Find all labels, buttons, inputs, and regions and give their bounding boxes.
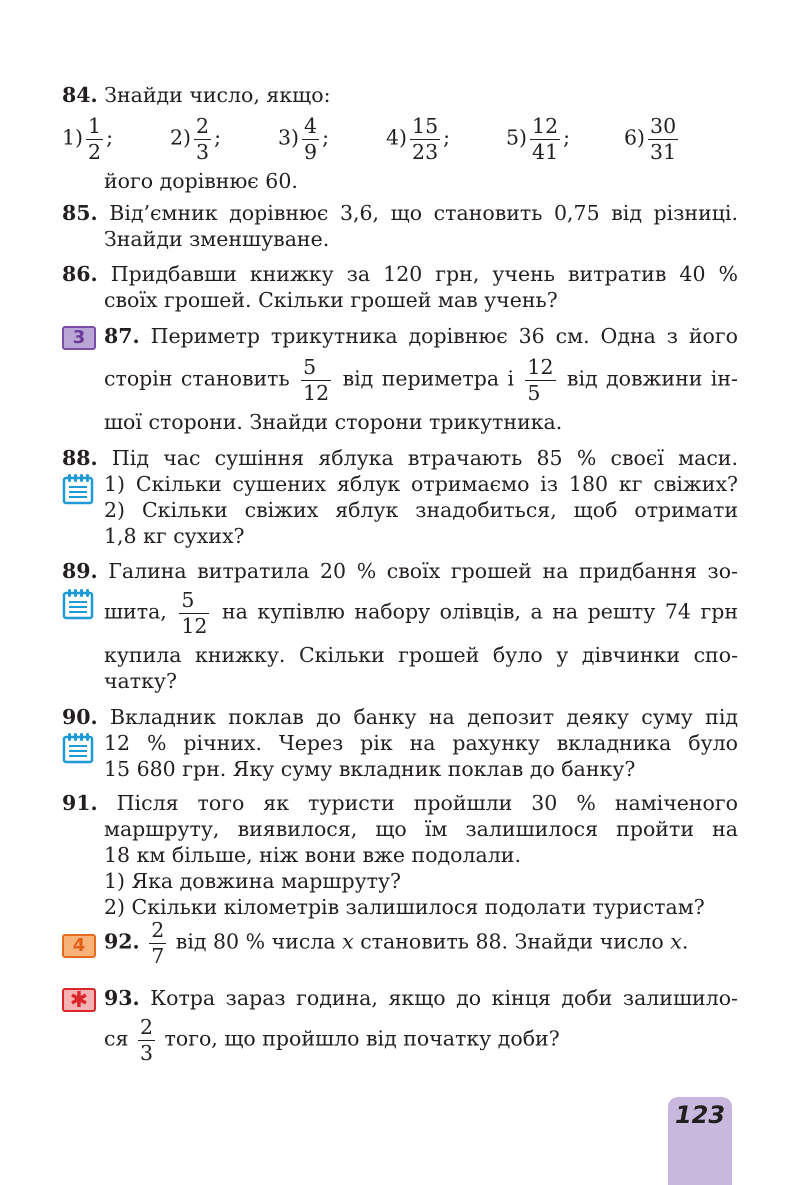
problem-86 bbox=[62, 261, 738, 313]
problem-text: 1,8 кг сухих? bbox=[104, 524, 245, 548]
option-1: 1) $\frac{1}{2}$ ; bbox=[62, 114, 114, 164]
problem-text: Знайди зменшуване. bbox=[104, 227, 330, 251]
asterisk-badge: ✱ bbox=[62, 988, 96, 1012]
problem-text: Під час сушіння яблука втрачають 85 % своєї маси. bbox=[111, 446, 738, 470]
problem-92: 92. $\frac{2}{7}$ від 80 % числа x становить 88. Знайди число x. bbox=[104, 918, 689, 968]
problem-text: ся $\frac{2}{3}$ того, що пройшло від початку доби? bbox=[104, 1015, 560, 1065]
problem-number: 90. bbox=[62, 705, 98, 729]
problem-84 bbox=[62, 82, 738, 194]
problem-text: 1) Скільки сушених яблук отримаємо із 180 кг свіжих? bbox=[104, 472, 738, 496]
problem-text: 15 680 грн. Яку суму вкладник поклав до банку? bbox=[104, 757, 636, 781]
problem-number: 91. bbox=[62, 791, 98, 815]
problem-text: 18 км більше, ніж вони вже подолали. bbox=[104, 843, 521, 867]
problem-87 bbox=[62, 323, 738, 435]
problem-text: Після того як туристи пройшли 30 % наміченого bbox=[116, 791, 738, 815]
problem-text: Периметр трикутника дорівнює 36 см. Одна з його bbox=[150, 324, 738, 348]
problem-text: своїх грошей. Скільки грошей мав учень? bbox=[104, 288, 558, 312]
problem-number: 89. bbox=[62, 559, 98, 583]
problem-89 bbox=[62, 558, 738, 694]
option-4: 4) $\frac{15}{23}$ ; bbox=[386, 114, 451, 164]
problem-text: шита, $\frac{5}{12}$ на купівлю набору олівців, а на решту 74 грн bbox=[104, 588, 738, 638]
options-row bbox=[62, 116, 738, 168]
level-4-badge: 4 bbox=[62, 934, 96, 958]
option-2: 2) $\frac{2}{3}$ ; bbox=[170, 114, 222, 164]
problem-text: 12 % річних. Через рік на рахунку вкладника було bbox=[104, 731, 738, 755]
problem-91 bbox=[62, 790, 738, 920]
problem-number: 92. bbox=[104, 929, 140, 954]
problem-text: Котра зараз година, якщо до кінця доби залишило- bbox=[150, 986, 738, 1010]
problem-text: сторін становить $\frac{5}{12}$ від периметра і $\frac{12}{5}$ від довжини ін- bbox=[104, 355, 738, 405]
problem-number: 93. bbox=[104, 986, 140, 1010]
problem-text: становить 88. Знайди число bbox=[360, 929, 664, 954]
problem-number: 85. bbox=[62, 201, 98, 225]
problem-88 bbox=[62, 445, 738, 549]
problem-90 bbox=[62, 704, 738, 782]
problem-number: 84. bbox=[62, 83, 98, 107]
problem-text: від 80 % числа bbox=[175, 929, 336, 954]
problem-text: 1) Яка довжина маршруту? bbox=[104, 869, 402, 893]
variable: x bbox=[670, 929, 682, 954]
option-3: 3) $\frac{4}{9}$ ; bbox=[278, 114, 330, 164]
option-5: 5) $\frac{12}{41}$ ; bbox=[506, 114, 571, 164]
problem-text: Галина витратила 20 % своїх грошей на придбання зо- bbox=[108, 559, 738, 583]
level-3-badge: 3 bbox=[62, 326, 96, 350]
variable: x bbox=[342, 929, 354, 954]
problem-text: Придбавши книжку за 120 грн, учень витратив 40 % bbox=[110, 262, 738, 286]
problem-text: шої сторони. Знайди сторони трикутника. bbox=[104, 410, 563, 434]
problem-text: купила книжку. Скільки грошей було у дівчинки спо- bbox=[104, 643, 738, 667]
problem-93 bbox=[62, 985, 738, 1063]
problem-text: 2) Скільки свіжих яблук знадобиться, щоб отримати bbox=[104, 498, 738, 522]
problem-number: 87. bbox=[104, 324, 140, 348]
problem-text: Від’ємник дорівнює 3,6, що становить 0,75 від різниці. bbox=[109, 201, 738, 225]
problem-85 bbox=[62, 200, 738, 252]
problem-number: 88. bbox=[62, 446, 98, 470]
problem-number: 86. bbox=[62, 262, 98, 286]
option-6: 6) $\frac{30}{31}$ bbox=[624, 114, 677, 164]
problem-text: його дорівнює 60. bbox=[104, 169, 298, 193]
page-number: 123 bbox=[674, 1101, 726, 1129]
problem-text: чатку? bbox=[104, 669, 177, 693]
problem-text: 2) Скільки кілометрів залишилося подолати туристам? bbox=[104, 895, 705, 919]
problem-text: маршруту, виявилося, що їм залишилося пройти на bbox=[104, 817, 738, 841]
problem-text: Вкладник поклав до банку на депозит деяку суму під bbox=[110, 705, 738, 729]
problem-text: Знайди число, якщо: bbox=[104, 83, 331, 107]
